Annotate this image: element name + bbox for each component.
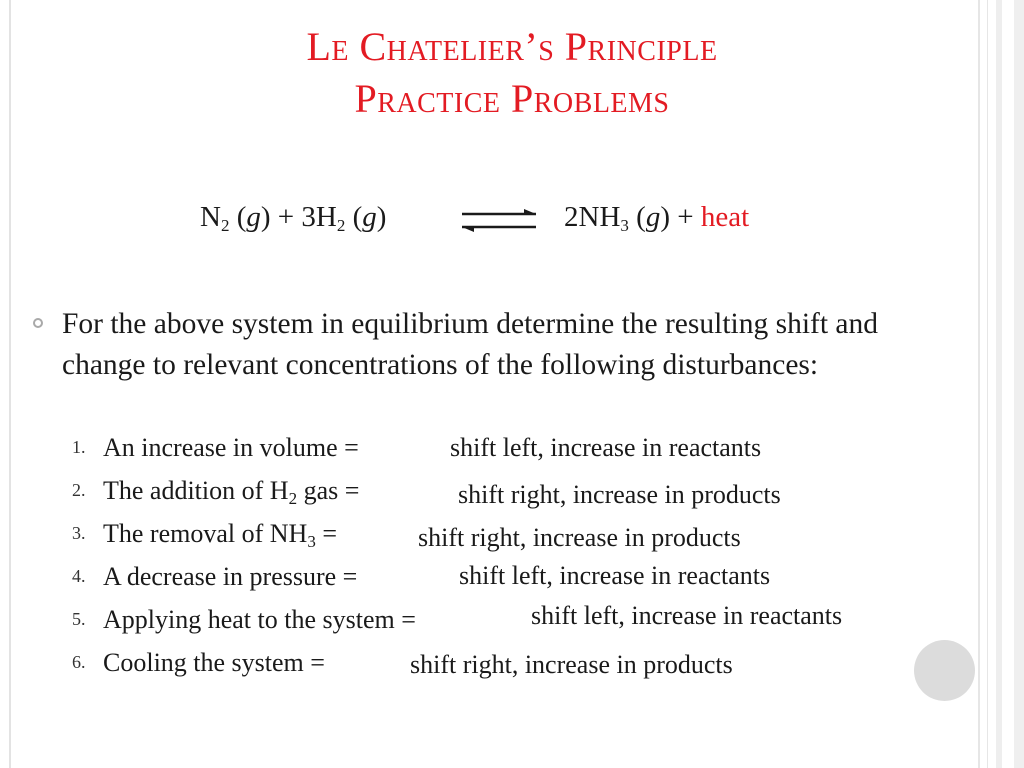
heat-term: heat — [700, 201, 750, 233]
problem-question: Applying heat to the system = — [103, 605, 416, 634]
problem-question: The addition of $H_2$ gas = — [103, 476, 360, 508]
chemical-equation — [0, 197, 1024, 241]
problem-number: 4. — [72, 566, 86, 586]
problem-question: The removal of $NH_3$ = — [103, 519, 337, 551]
problem-number: 5. — [72, 609, 86, 629]
instructions-text: For the above system in equilibrium determine the resulting shift and change to relevant concentrations of the following disturbances: — [62, 308, 879, 381]
problem-number: 2. — [72, 480, 86, 500]
slide-title-line2: Practice Problems — [354, 76, 670, 121]
problem-question: An increase in volume = — [103, 433, 359, 462]
equation-products: $2NH_3$ (g) + heat — [564, 201, 750, 235]
problem-number: 3. — [72, 523, 86, 543]
problem-number: 6. — [72, 652, 86, 672]
problem-answer-4: shift left, increase in reactants — [459, 561, 771, 590]
equation-reactants: $N_2$ $(g) + 3H_2$ (g) — [200, 201, 387, 235]
problem-question: A decrease in pressure = — [103, 562, 358, 591]
problem-number: 1. — [72, 437, 86, 457]
problem-answer-2: shift right, increase in products — [458, 480, 781, 509]
problem-answer-3: shift right, increase in products — [418, 523, 741, 552]
bullet-circle-icon — [33, 318, 43, 328]
problem-answer-1: shift left, increase in reactants — [450, 433, 762, 462]
problem-question: Cooling the system = — [103, 648, 325, 677]
decorative-circle — [914, 640, 975, 701]
equilibrium-arrows-icon — [458, 206, 540, 234]
slide-title-line1: Le Chatelier’s Principle — [306, 24, 718, 69]
problem-answer-5: shift left, increase in reactants — [531, 601, 843, 630]
problem-answer-6: shift right, increase in products — [410, 650, 733, 679]
